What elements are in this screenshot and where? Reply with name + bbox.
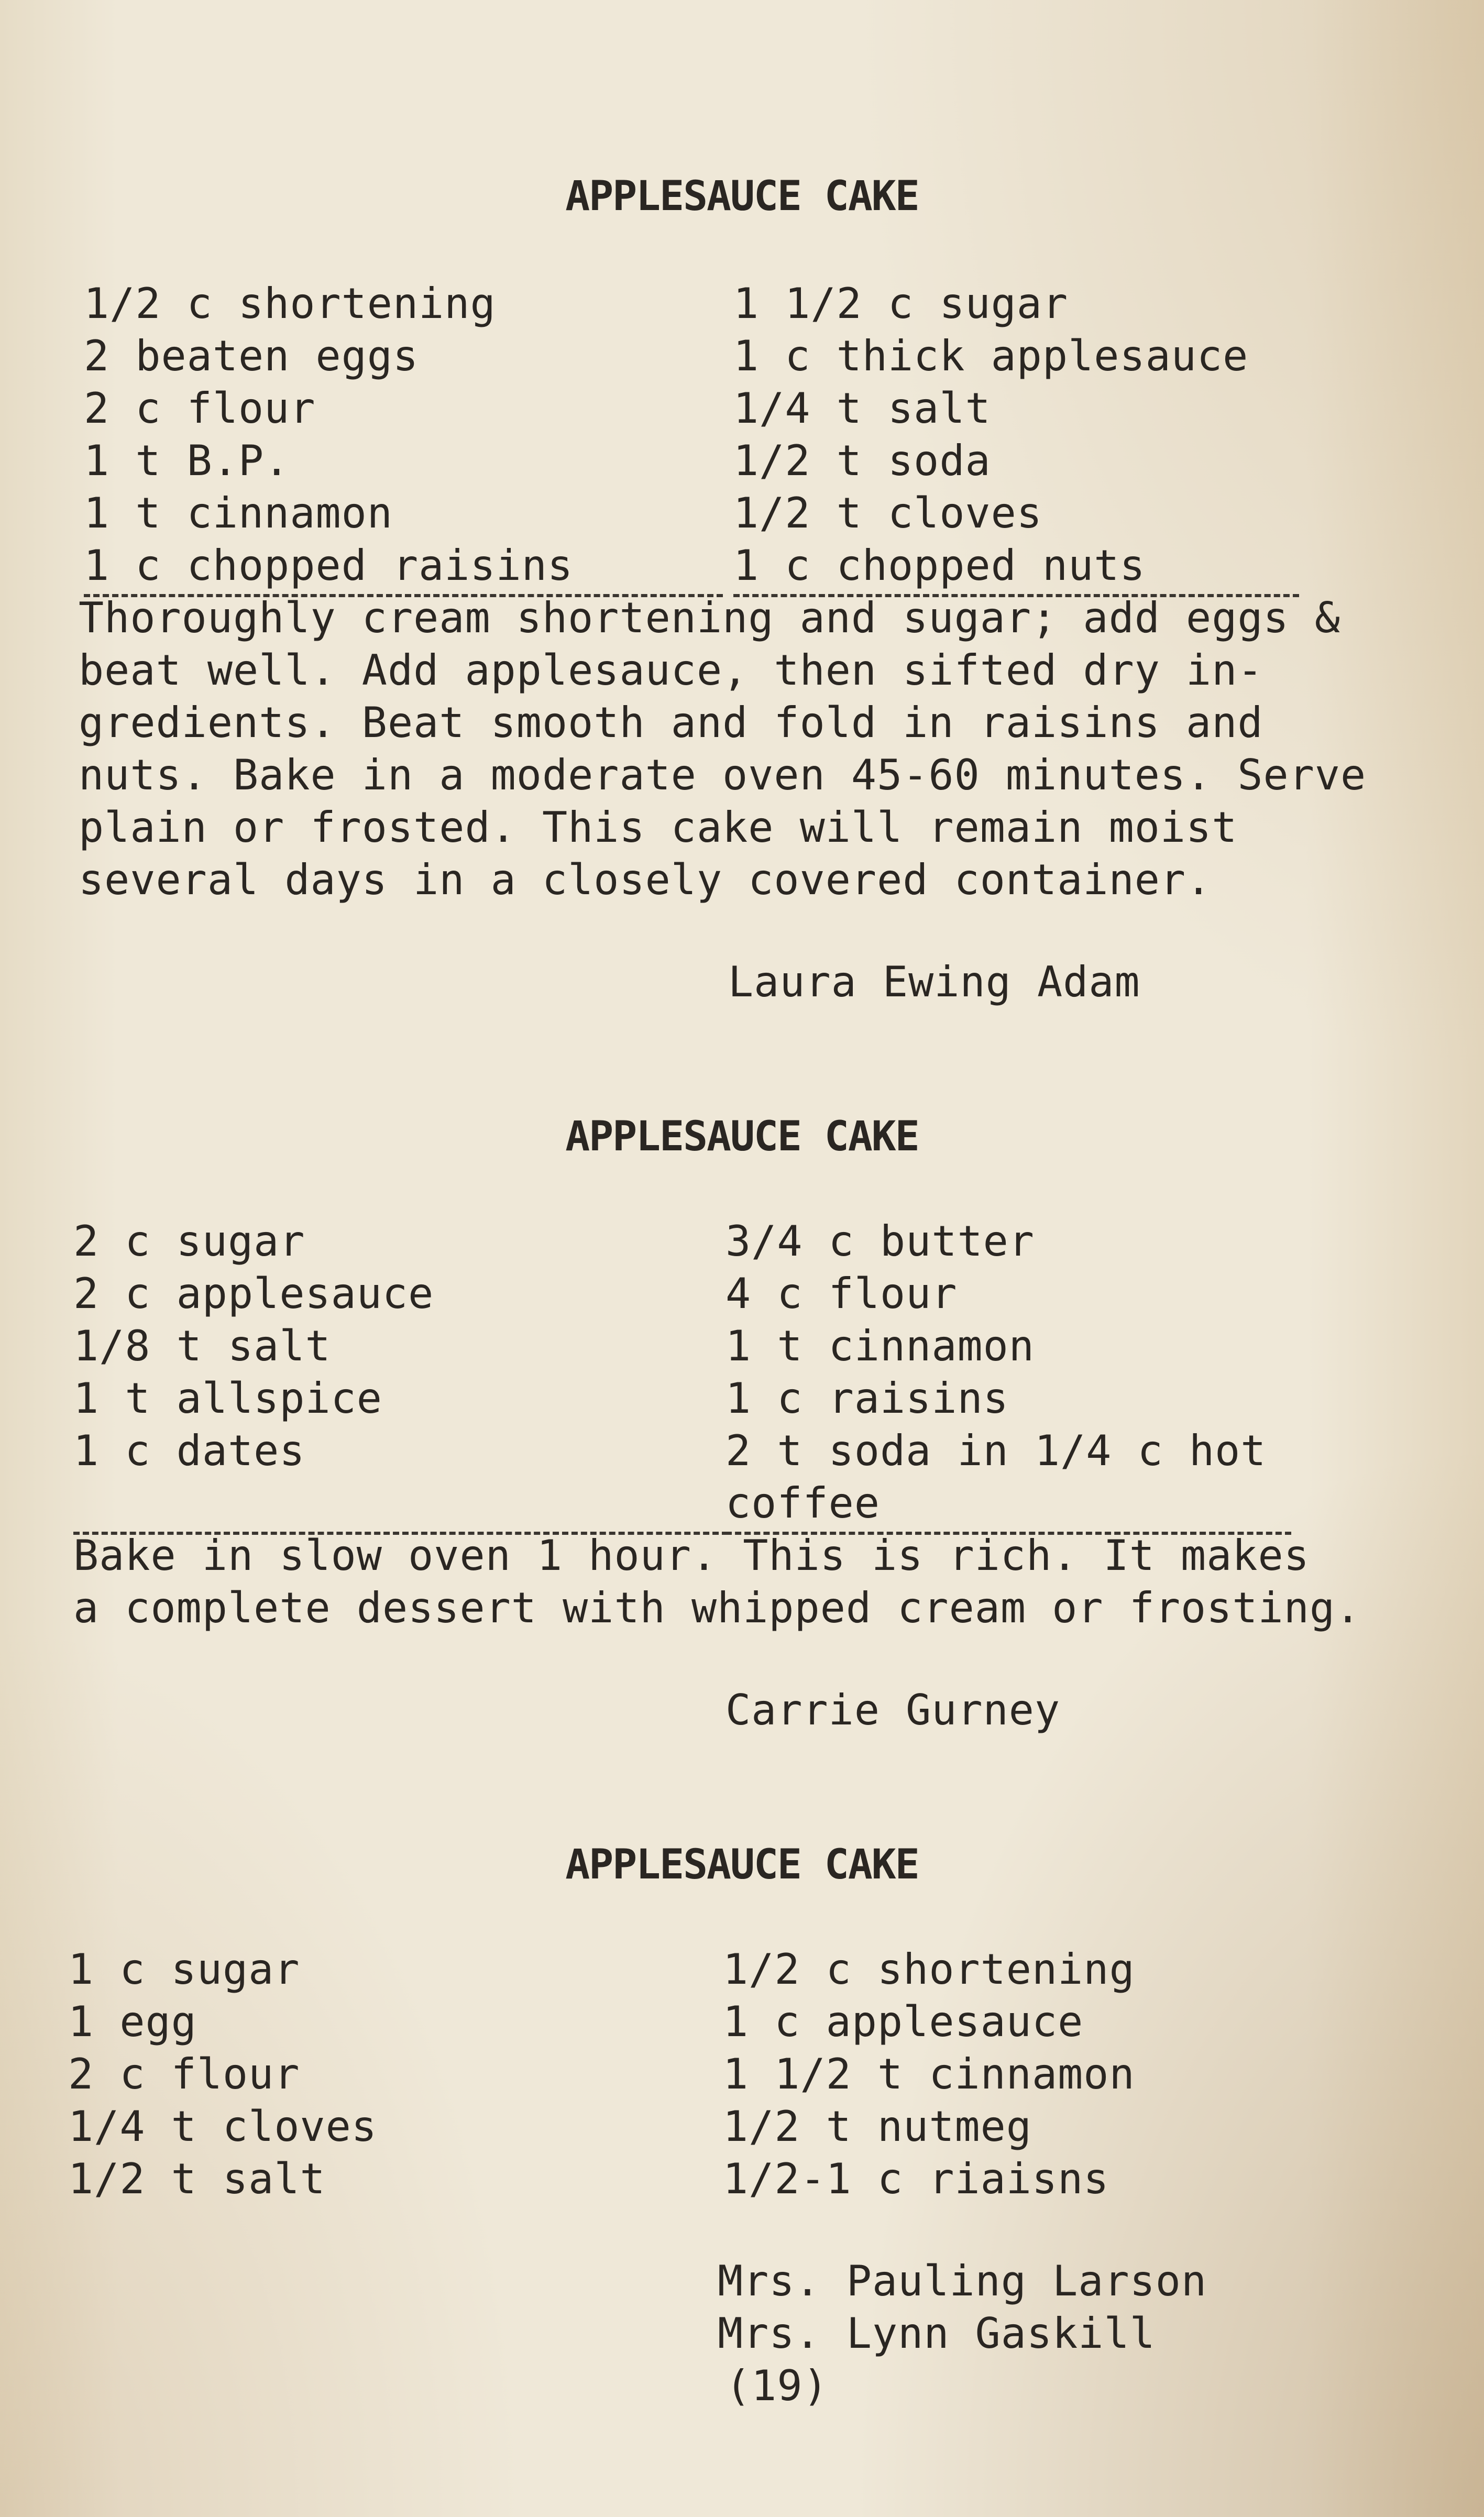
- recipe-1-ingredient-left-4: 1 t B.P.: [84, 436, 290, 485]
- recipe-2-ingredient-right-3: 1 t cinnamon: [725, 1322, 1035, 1370]
- recipe-2-ingredient-left-1: 2 c sugar: [73, 1217, 305, 1266]
- recipe-3-ingredient-right-4: 1/2 t nutmeg: [723, 2102, 1032, 2151]
- recipe-3-ingredient-left-1: 1 c sugar: [68, 1945, 300, 1994]
- recipe-1-ingredient-right-5: 1/2 t cloves: [733, 489, 1042, 537]
- recipe-2-ingredient-right-2: 4 c flour: [725, 1269, 958, 1318]
- recipe-3-signature-2: Mrs. Lynn Gaskill: [718, 2309, 1156, 2358]
- recipe-3-ingredient-left-2: 1 egg: [68, 1997, 197, 2046]
- recipe-1-ingredient-right-2: 1 c thick applesauce: [733, 332, 1249, 380]
- recipe-2-divider-left: [73, 1477, 728, 1535]
- recipe-3-ingredient-right-5: 1/2-1 c riaisns: [723, 2155, 1109, 2203]
- recipe-2-title: APPLESAUCE CAKE: [565, 1113, 919, 1160]
- recipe-3-signature-1: Mrs. Pauling Larson: [718, 2257, 1207, 2305]
- recipe-3-ingredient-right-1: 1/2 c shortening: [723, 1945, 1135, 1994]
- recipe-1-ingredient-left-2: 2 beaten eggs: [84, 332, 419, 380]
- recipe-2-ingredient-left-4: 1 t allspice: [73, 1374, 382, 1423]
- recipe-1-ingredient-left-5: 1 t cinnamon: [84, 489, 393, 537]
- recipe-1-method-line-3: gredients. Beat smooth and fold in raisins and: [79, 698, 1263, 747]
- recipe-3-ingredient-left-5: 1/2 t salt: [68, 2155, 326, 2203]
- recipe-3-ingredient-right-3: 1 1/2 t cinnamon: [723, 2050, 1135, 2098]
- recipe-2-ingredient-left-3: 1/8 t salt: [73, 1322, 331, 1370]
- recipe-2-method-line-2: a complete dessert with whipped cream or frosting.: [73, 1584, 1361, 1632]
- recipe-2-ingredient-right-1: 3/4 c butter: [725, 1217, 1035, 1266]
- recipe-2-ingredient-right-5: 2 t soda in 1/4 c hot: [725, 1426, 1267, 1475]
- recipe-3-ingredient-right-2: 1 c applesauce: [723, 1997, 1084, 2046]
- recipe-2-ingredient-right-6: coffee: [725, 1477, 1291, 1535]
- page-number: (19): [725, 2361, 829, 2410]
- recipe-1-ingredient-left-3: 2 c flour: [84, 384, 316, 433]
- recipe-1-ingredient-right-6: 1 c chopped nuts: [733, 540, 1299, 597]
- recipe-1-ingredient-right-3: 1/4 t salt: [733, 384, 991, 433]
- recipe-3-title: APPLESAUCE CAKE: [565, 1841, 919, 1888]
- recipe-1-method-line-4: nuts. Bake in a moderate oven 45-60 minutes. Serve: [79, 751, 1367, 799]
- recipe-1-ingredient-left-6: 1 c chopped raisins: [84, 540, 723, 597]
- recipe-1-ingredient-right-1: 1 1/2 c sugar: [733, 279, 1069, 328]
- recipe-2-ingredient-left-2: 2 c applesauce: [73, 1269, 434, 1318]
- recipe-1-method-line-6: several days in a closely covered container.: [79, 855, 1212, 904]
- recipe-1-method-line-2: beat well. Add applesauce, then sifted dry in-: [79, 646, 1263, 695]
- recipe-1-ingredient-right-4: 1/2 t soda: [733, 436, 991, 485]
- recipe-2-method-line-1: Bake in slow oven 1 hour. This is rich. It makes: [73, 1531, 1310, 1580]
- recipe-2-signature: Carrie Gurney: [725, 1686, 1061, 1734]
- recipe-1-method-line-5: plain or frosted. This cake will remain moist: [79, 803, 1238, 852]
- recipe-1-title: APPLESAUCE CAKE: [565, 173, 919, 220]
- recipe-2-ingredient-right-4: 1 c raisins: [725, 1374, 1009, 1423]
- recipe-1-method-line-1: Thoroughly cream shortening and sugar; add eggs &: [79, 593, 1341, 642]
- recipe-3-ingredient-left-3: 2 c flour: [68, 2050, 300, 2098]
- recipe-1-ingredient-left-1: 1/2 c shortening: [84, 279, 496, 328]
- recipe-1-signature: Laura Ewing Adam: [728, 958, 1140, 1006]
- recipe-3-ingredient-left-4: 1/4 t cloves: [68, 2102, 377, 2151]
- recipe-2-ingredient-left-5: 1 c dates: [73, 1426, 305, 1475]
